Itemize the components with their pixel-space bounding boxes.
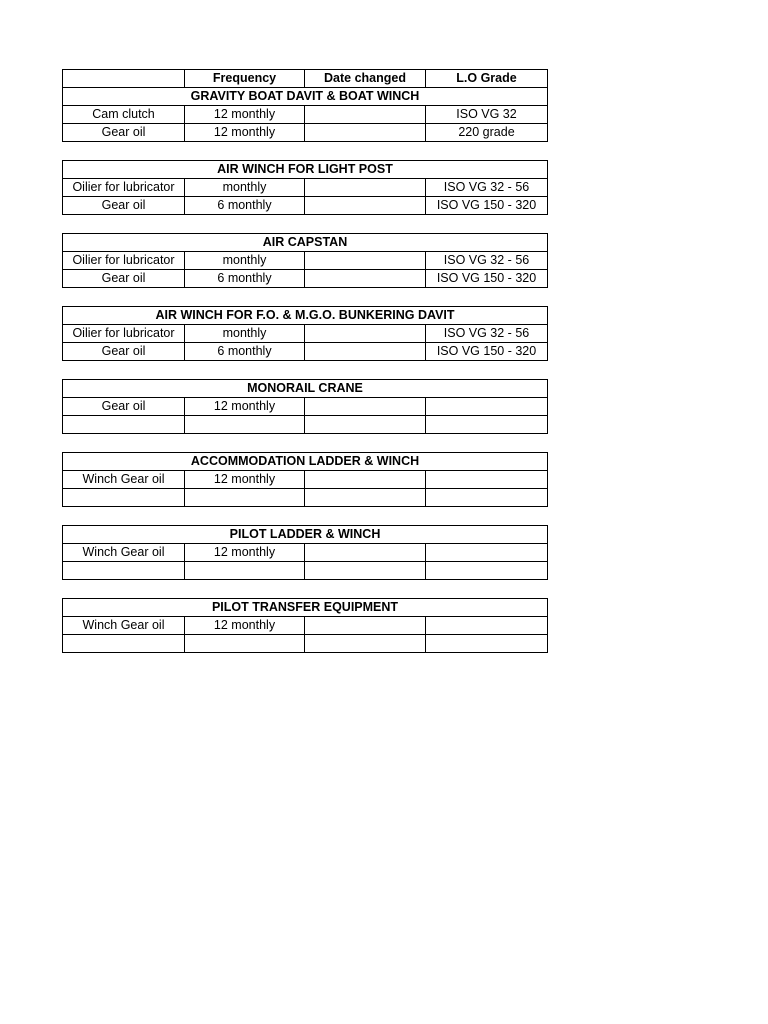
frequency-cell[interactable]: 12 monthly <box>185 471 305 489</box>
frequency-cell[interactable]: 6 monthly <box>185 197 305 215</box>
date-changed-cell[interactable] <box>305 179 426 197</box>
frequency-cell[interactable] <box>185 562 305 580</box>
table-row <box>63 544 548 562</box>
section-title[interactable]: GRAVITY BOAT DAVIT & BOAT WINCH <box>63 88 548 106</box>
section-table <box>62 379 548 434</box>
date-changed-cell[interactable] <box>305 252 426 270</box>
item-cell[interactable]: Winch Gear oil <box>63 617 185 635</box>
frequency-cell[interactable]: 12 monthly <box>185 398 305 416</box>
date-changed-cell[interactable] <box>305 343 426 361</box>
lo-grade-cell[interactable] <box>426 544 548 562</box>
item-cell[interactable]: Winch Gear oil <box>63 471 185 489</box>
frequency-cell[interactable] <box>185 416 305 434</box>
table-row <box>63 416 548 434</box>
section-title[interactable]: PILOT LADDER & WINCH <box>63 526 548 544</box>
section-table <box>62 69 548 142</box>
section-table <box>62 598 548 653</box>
table-row <box>63 106 548 124</box>
lo-grade-cell[interactable]: ISO VG 32 <box>426 106 548 124</box>
section-monorail-crane <box>62 379 547 434</box>
lo-grade-cell[interactable]: ISO VG 32 - 56 <box>426 179 548 197</box>
section-title-row <box>63 307 548 325</box>
item-cell[interactable] <box>63 635 185 653</box>
section-table <box>62 306 548 361</box>
table-row <box>63 617 548 635</box>
lo-grade-cell[interactable] <box>426 471 548 489</box>
item-cell[interactable] <box>63 416 185 434</box>
section-table <box>62 233 548 288</box>
section-pilot-ladder <box>62 525 547 580</box>
date-changed-cell[interactable] <box>305 325 426 343</box>
date-changed-cell[interactable] <box>305 416 426 434</box>
date-changed-cell[interactable] <box>305 489 426 507</box>
header-frequency[interactable]: Frequency <box>185 70 305 88</box>
table-row <box>63 471 548 489</box>
frequency-cell[interactable]: monthly <box>185 179 305 197</box>
section-table <box>62 160 548 215</box>
item-cell[interactable]: Gear oil <box>63 343 185 361</box>
lo-grade-cell[interactable] <box>426 617 548 635</box>
item-cell[interactable]: Oilier for lubricator <box>63 325 185 343</box>
frequency-cell[interactable]: 12 monthly <box>185 544 305 562</box>
header-blank-cell[interactable] <box>63 70 185 88</box>
lo-grade-cell[interactable]: ISO VG 32 - 56 <box>426 252 548 270</box>
header-date-changed[interactable]: Date changed <box>305 70 426 88</box>
section-title-row <box>63 88 548 106</box>
date-changed-cell[interactable] <box>305 635 426 653</box>
frequency-cell[interactable]: 12 monthly <box>185 617 305 635</box>
date-changed-cell[interactable] <box>305 617 426 635</box>
section-title[interactable]: AIR CAPSTAN <box>63 234 548 252</box>
date-changed-cell[interactable] <box>305 124 426 142</box>
date-changed-cell[interactable] <box>305 471 426 489</box>
frequency-cell[interactable]: monthly <box>185 325 305 343</box>
date-changed-cell[interactable] <box>305 270 426 288</box>
section-air-capstan <box>62 233 547 288</box>
header-lo-grade[interactable]: L.O Grade <box>426 70 548 88</box>
table-row <box>63 562 548 580</box>
lo-grade-cell[interactable]: ISO VG 150 - 320 <box>426 270 548 288</box>
section-title-row <box>63 234 548 252</box>
table-row <box>63 252 548 270</box>
lo-grade-cell[interactable] <box>426 489 548 507</box>
section-title-row <box>63 380 548 398</box>
table-row <box>63 398 548 416</box>
date-changed-cell[interactable] <box>305 197 426 215</box>
item-cell[interactable]: Cam clutch <box>63 106 185 124</box>
item-cell[interactable]: Gear oil <box>63 270 185 288</box>
lo-grade-cell[interactable]: ISO VG 32 - 56 <box>426 325 548 343</box>
lo-grade-cell[interactable] <box>426 635 548 653</box>
frequency-cell[interactable]: 12 monthly <box>185 106 305 124</box>
lo-grade-cell[interactable] <box>426 398 548 416</box>
section-accommodation-ladder <box>62 452 547 507</box>
date-changed-cell[interactable] <box>305 544 426 562</box>
section-title[interactable]: MONORAIL CRANE <box>63 380 548 398</box>
table-row <box>63 343 548 361</box>
item-cell[interactable] <box>63 489 185 507</box>
item-cell[interactable]: Gear oil <box>63 124 185 142</box>
frequency-cell[interactable]: 6 monthly <box>185 270 305 288</box>
table-row <box>63 197 548 215</box>
lo-grade-cell[interactable]: ISO VG 150 - 320 <box>426 343 548 361</box>
section-title[interactable]: AIR WINCH FOR F.O. & M.G.O. BUNKERING DAVIT <box>63 307 548 325</box>
table-row <box>63 270 548 288</box>
date-changed-cell[interactable] <box>305 562 426 580</box>
item-cell[interactable]: Oilier for lubricator <box>63 252 185 270</box>
header-row <box>63 70 548 88</box>
date-changed-cell[interactable] <box>305 398 426 416</box>
section-table <box>62 452 548 507</box>
table-row <box>63 489 548 507</box>
date-changed-cell[interactable] <box>305 106 426 124</box>
table-row <box>63 179 548 197</box>
item-cell[interactable]: Gear oil <box>63 398 185 416</box>
section-air-winch-light-post <box>62 160 547 215</box>
item-cell[interactable]: Gear oil <box>63 197 185 215</box>
section-title-row <box>63 453 548 471</box>
frequency-cell[interactable]: 6 monthly <box>185 343 305 361</box>
section-title-row <box>63 599 548 617</box>
table-row <box>63 124 548 142</box>
section-title[interactable]: AIR WINCH FOR LIGHT POST <box>63 161 548 179</box>
lubrication-schedule-sheet <box>62 69 547 671</box>
item-cell[interactable] <box>63 562 185 580</box>
table-row <box>63 325 548 343</box>
frequency-cell[interactable]: monthly <box>185 252 305 270</box>
section-air-winch-bunkering-davit <box>62 306 547 361</box>
section-title-row <box>63 161 548 179</box>
section-table <box>62 525 548 580</box>
frequency-cell[interactable] <box>185 489 305 507</box>
frequency-cell[interactable]: 12 monthly <box>185 124 305 142</box>
item-cell[interactable]: Winch Gear oil <box>63 544 185 562</box>
lo-grade-cell[interactable]: 220 grade <box>426 124 548 142</box>
section-title-row <box>63 526 548 544</box>
table-row <box>63 635 548 653</box>
section-gravity-boat-davit <box>62 69 547 142</box>
frequency-cell[interactable] <box>185 635 305 653</box>
item-cell[interactable]: Oilier for lubricator <box>63 179 185 197</box>
lo-grade-cell[interactable] <box>426 416 548 434</box>
section-pilot-transfer-equipment <box>62 598 547 653</box>
section-title[interactable]: ACCOMMODATION LADDER & WINCH <box>63 453 548 471</box>
lo-grade-cell[interactable]: ISO VG 150 - 320 <box>426 197 548 215</box>
lo-grade-cell[interactable] <box>426 562 548 580</box>
section-title[interactable]: PILOT TRANSFER EQUIPMENT <box>63 599 548 617</box>
